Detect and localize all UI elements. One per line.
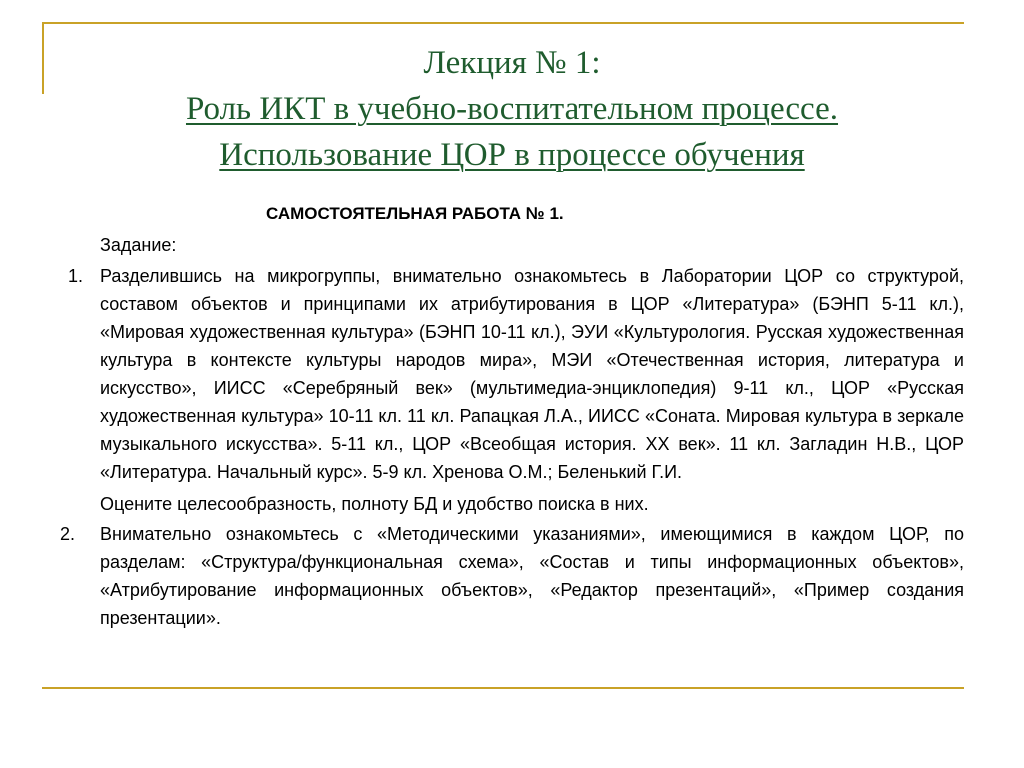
subheading: САМОСТОЯТЕЛЬНАЯ РАБОТА № 1. <box>266 204 564 223</box>
list-item-number: 2. <box>60 524 76 544</box>
evaluation-note: Оцените целесообразность, полноту БД и удобство поиска в них. <box>100 494 649 514</box>
bottom-border-line <box>42 687 964 689</box>
slide-title <box>44 40 980 178</box>
list-item-1 <box>60 262 964 486</box>
title-line-lecture: Лекция № 1: <box>423 45 601 81</box>
list-item-number: 1. <box>68 266 84 286</box>
title-line-usage: Использование ЦОР в процессе обучения <box>219 137 805 173</box>
top-border-line <box>42 22 964 24</box>
list-item-text: Разделившись на микрогруппы, внимательно ознакомьтесь в Лаборатории ЦОР со структурой, составом объектов и принципами их атрибутирования в ЦОР «Литература» (БЭНП 5-11 кл.), «Мировая художественная культура» (БЭНП 10-11 кл.), ЭУИ «Культурология. Русская художественная культура в контексте культуры народов мира», МЭИ «Отечественная история, литература и искусство», ИИСС «Серебряный век» (мультимедиа-энциклопедия) 9-11 кл., ЦОР «Русская художественная культура» 10-11 кл. 11 кл. Рапацкая Л.А., ИИСС «Соната. Мировая культура в зеркале музыкального искусства». 5-11 кл., ЦОР «Всеобщая история. XX век». 11 кл. Загладин Н.В., ЦОР «Литература. Начальный курс». 5-9 кл. Хренова О.М.; Беленький Г.И. <box>100 266 964 482</box>
list-item-2 <box>60 520 964 632</box>
title-line-role: Роль ИКТ в учебно-воспитательном процессе. <box>185 91 839 127</box>
list-item-text: Внимательно ознакомьтесь с «Методическими указаниями», имеющимися в каждом ЦОР, по разделам: «Структура/функциональная схема», «Состав и типы информационных объектов», «Атрибутирование информационных объектов», «Редактор презентаций», «Пример создания презентации». <box>100 524 964 628</box>
task-label: Задание: <box>100 235 177 255</box>
slide-body <box>60 200 964 632</box>
